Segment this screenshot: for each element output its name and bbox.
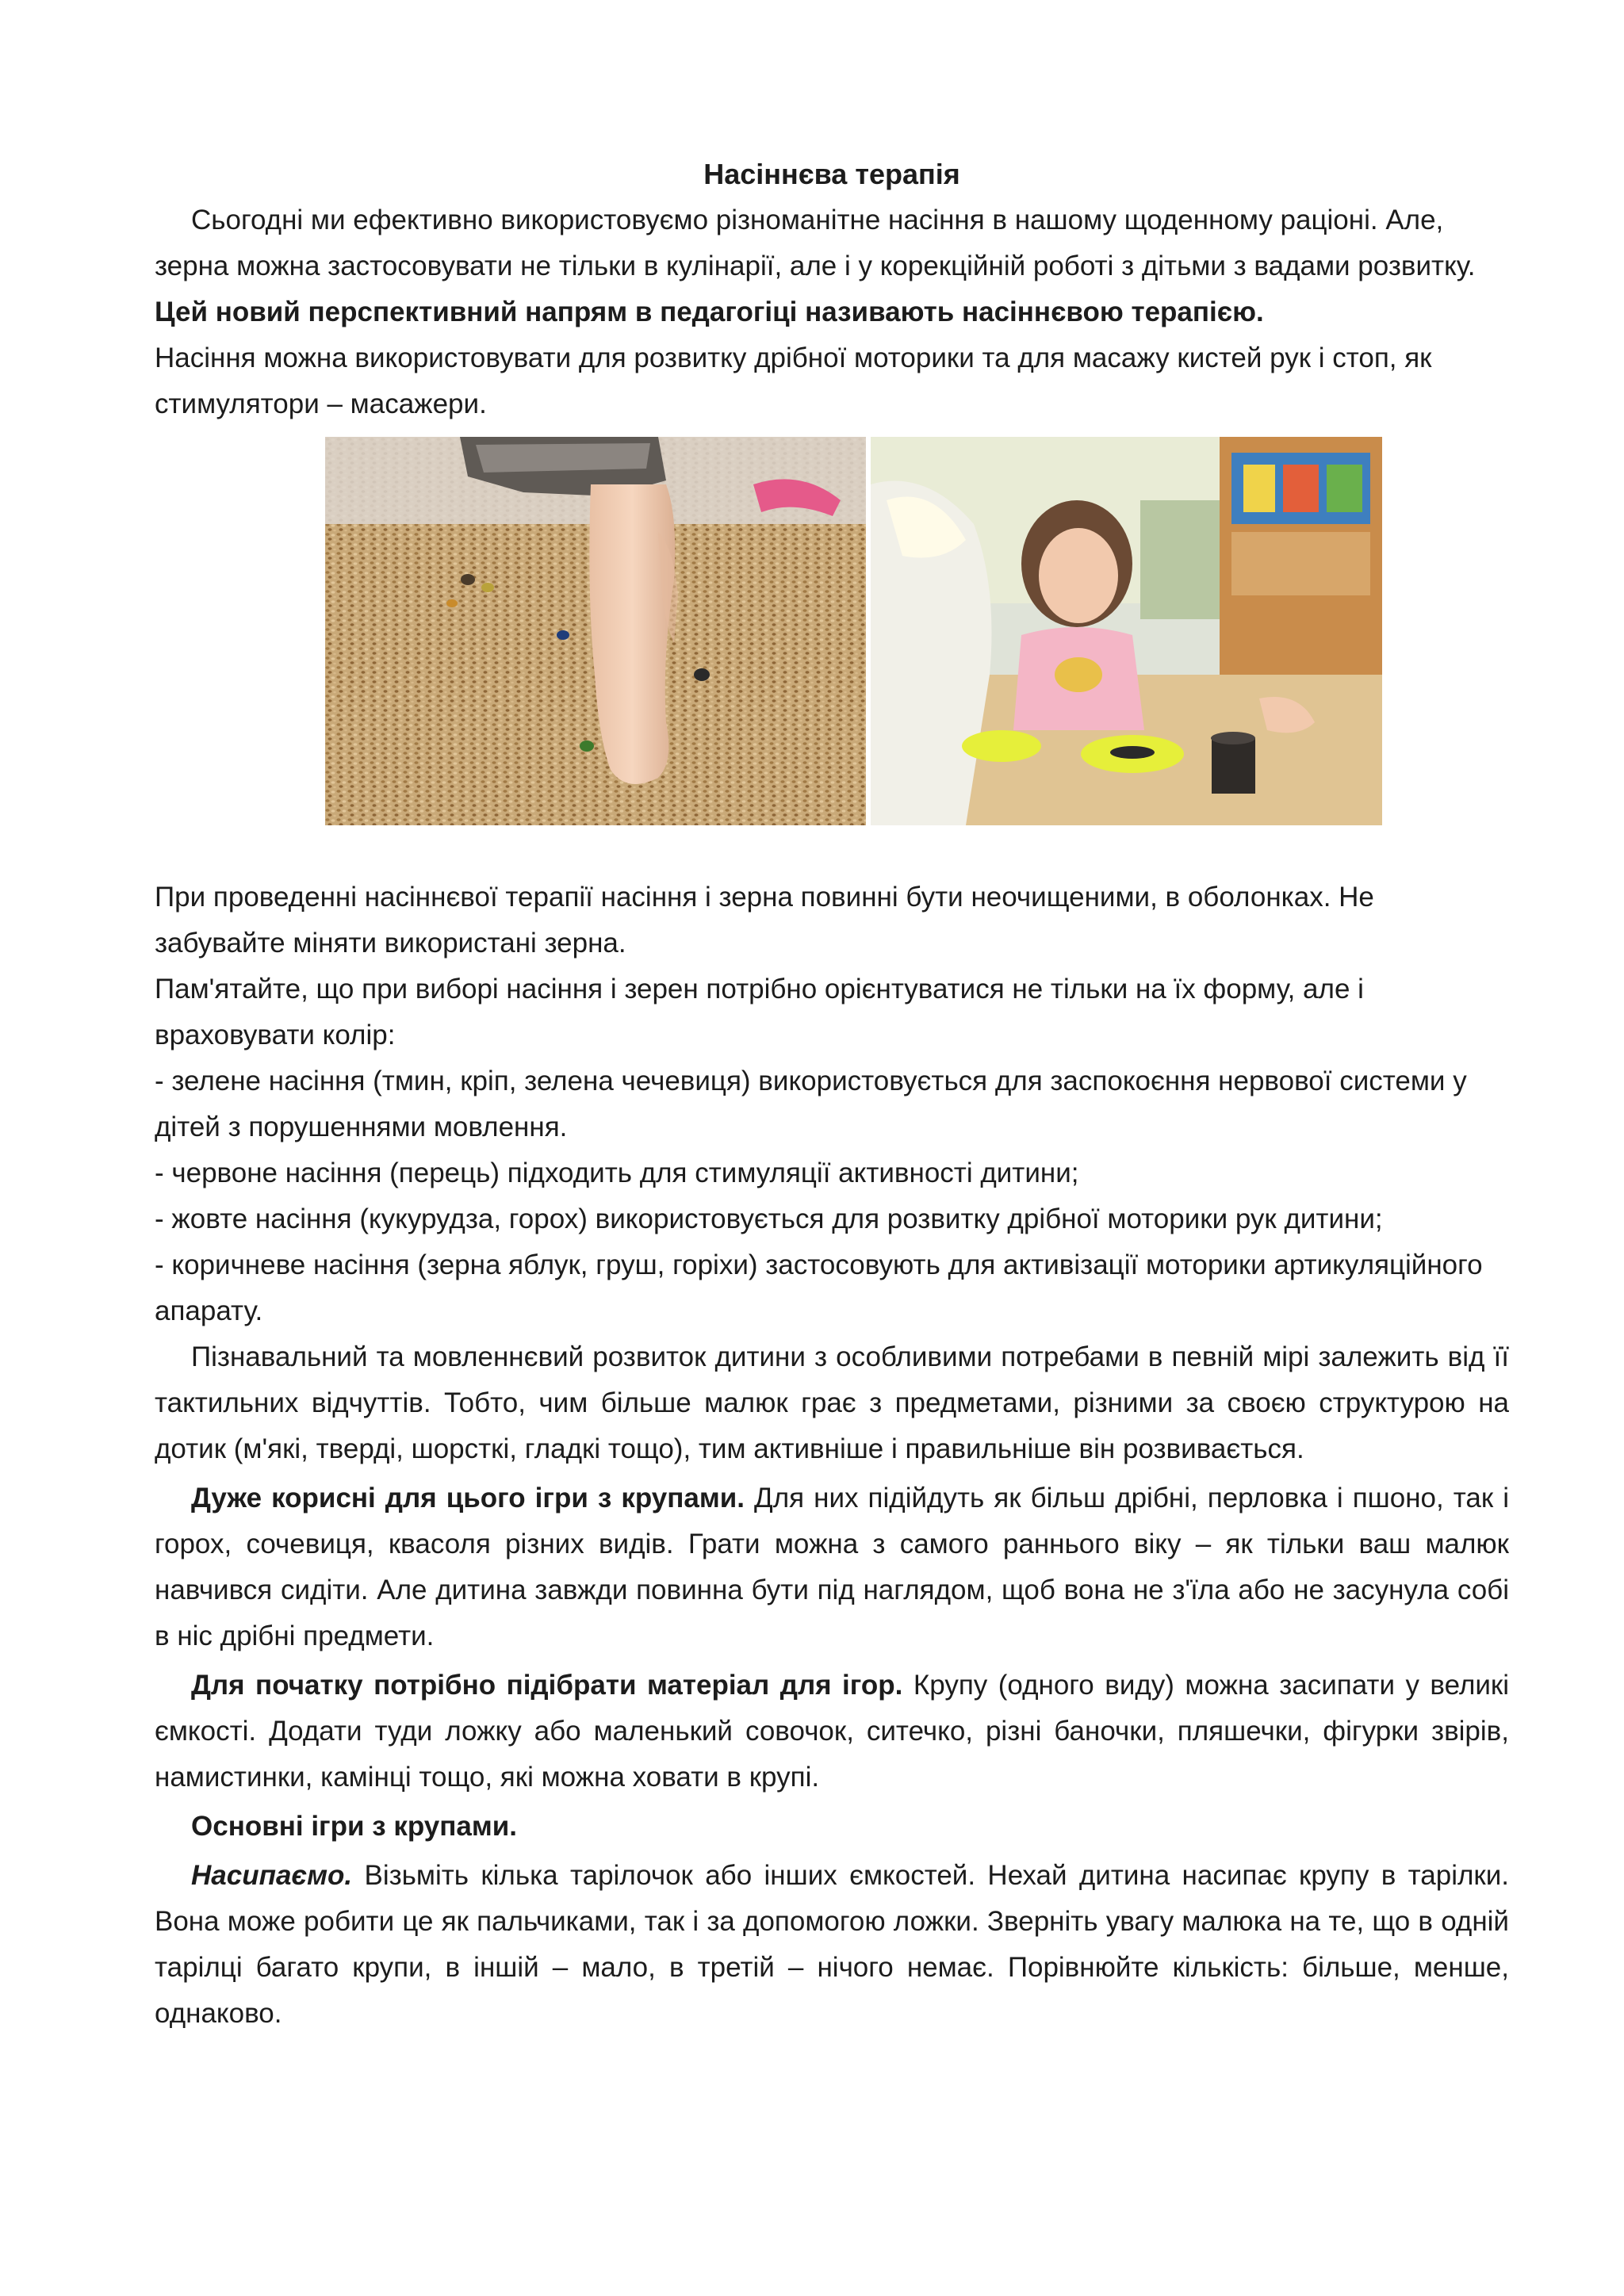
photo-feet-in-seeds — [325, 437, 866, 825]
seeds-use-paragraph: Насіння можна використовувати для розвитку дрібної моторики та для масажу кистей рук і стоп, як стимулятори – масажери. — [155, 342, 1432, 419]
children-at-table-image — [871, 437, 1382, 825]
intro-paragraph: Сьогодні ми ефективно використовуємо різноманітне насіння в нашому щоденному раціоні. Але, зерна можна застосовувати не тільки в кулінарії, але і у корекційній роботі з дітьми з вадами розвитку. — [155, 205, 1476, 281]
photo-children-at-table — [871, 437, 1382, 825]
color-item-green: - зелене насіння (тмин, кріп, зелена чечевиця) використовується для заспокоєння нервової системи у дітей з порушеннями мовлення. — [155, 1066, 1467, 1142]
document-title: Насіннєва терапія — [703, 158, 960, 190]
color-item-yellow: - жовте насіння (кукурудза, горох) використовується для розвитку дрібної моторики рук дитини; — [155, 1203, 1383, 1234]
color-item-red: - червоне насіння (перець) підходить для стимуляції активності дитини; — [155, 1158, 1079, 1188]
games-paragraph — [155, 1475, 1509, 1659]
games-lead: Дуже корисні для цього ігри з крупами. — [191, 1483, 745, 1513]
pour-text: Візьміть кілька тарілочок або інших ємкостей. Нехай дитина насипає крупу в тарілки. Вона може робити це як пальчиками, так і за допомогою ложки. Зверніть увагу малюка на те, що в одній тарілці багато крупи, в іншій – мало, в третій – нічого немає. Порівнюйте кількість: більше, менше, однаково. — [155, 1860, 1509, 2029]
feet-in-seeds-image — [325, 437, 866, 825]
games-text: Для них підійдуть як більш дрібні, перловка і пшоно, так і горох, сочевиця, квасоля різних видів. Грати можна з самого раннього віку – як тільки ваш малюк навчився сидіти. Але дитина завжди повинна бути під наглядом, щоб вона не з'їла або не засунула собі в ніс дрібні предмети. — [155, 1483, 1509, 1651]
therapy-rule-paragraph: При проведенні насіннєвої терапії насіння і зерна повинні бути неочищеними, в оболонках. Не забувайте міняти використані зерна. — [155, 882, 1374, 959]
remember-paragraph: Пам'ятайте, що при виборі насіння і зерен потрібно орієнтуватися не тільки на їх форму, але і враховувати колір: — [155, 974, 1364, 1050]
photo-row — [325, 437, 1382, 825]
main-games-heading: Основні ігри з крупами. — [191, 1811, 517, 1842]
pour-lead: Насипаємо. — [191, 1860, 353, 1891]
material-paragraph — [155, 1663, 1509, 1800]
pour-paragraph — [155, 1853, 1509, 2037]
development-paragraph: Пізнавальний та мовленнєвий розвиток дитини з особливими потребами в певній мірі залежить від її тактильних відчуттів. Тобто, чим більше малюк грає з предметами, різними за своєю структурою на дотик (м'які, тверді, шорсткі, гладкі тощо), тим активніше і правильніше він розвивається. — [155, 1341, 1509, 1464]
material-lead: Для початку потрібно підібрати матеріал для ігор. — [191, 1670, 903, 1701]
material-text: Крупу (одного виду) можна засипати у великі ємкості. Додати туди ложку або маленький совочок, ситечко, різні баночки, пляшечки, фігурки звірів, намистинки, камінці тощо, які можна ховати в крупі. — [155, 1670, 1509, 1793]
bold-statement: Цей новий перспективний напрям в педагогіці називають насіннєвою терапією. — [155, 297, 1264, 327]
color-item-brown: - коричневе насіння (зерна яблук, груш, горіхи) застосовують для активізації моторики артикуляційного апарату. — [155, 1249, 1483, 1326]
